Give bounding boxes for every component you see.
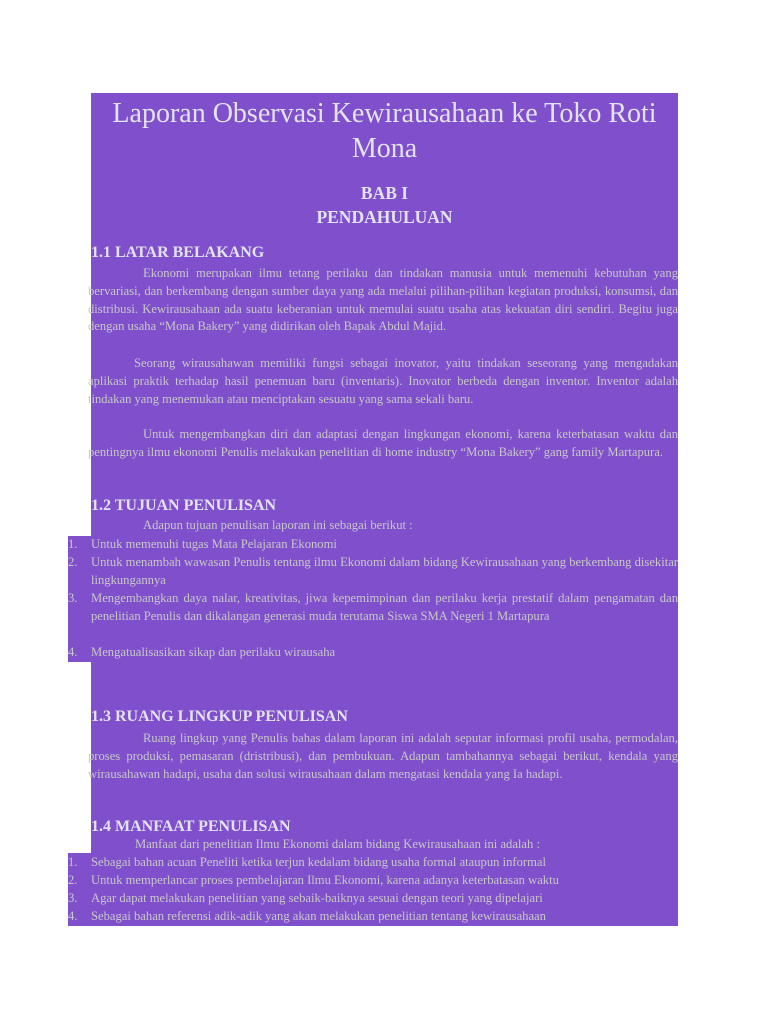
list-text: Mengatualisasikan sikap dan perilaku wirausaha (91, 645, 336, 659)
list-text: Sebagai bahan referensi adik-adik yang akan melakukan penelitian tentang kewirausahaan (91, 909, 546, 923)
document-title: Laporan Observasi Kewirausahaan ke Toko Roti Mona (112, 98, 657, 164)
paragraph: Ekonomi merupakan ilmu tetang perilaku dan tindakan manusia untuk memenuhi kebutuhan yang bervariasi, dan berkembang dengan sumber daya yang ada melalui pilihan-pilihan kegiatan produksi, konsumsi, dan distribusi. Kewirausahaan ada suatu keberanian untuk memulai suatu usaha atas kekuatan diri sendiri. Begitu juga dengan usaha “Mona Bakery” yang didirikan oleh Bapak Abdul Majid. (88, 266, 678, 334)
section-intro: Manfaat dari penelitian Ilmu Ekonomi dalam bidang Kewirausahaan ini adalah : (135, 837, 540, 851)
paragraph: Untuk mengembangkan diri dan adaptasi dengan lingkungan ekonomi, karena keterbatasan waktu dan pentingnya ilmu ekonomi Penulis melakukan penelitian di home industry “Mona Bakery” gang family Martapura. (88, 427, 678, 459)
list-item (68, 554, 678, 590)
section-heading: 1.4 MANFAAT PENULISAN (91, 818, 291, 835)
list-number: 4. (68, 645, 78, 659)
section-heading: 1.1 LATAR BELAKANG (91, 244, 265, 261)
list-number: 1. (68, 855, 78, 869)
list-item (68, 644, 678, 662)
paragraph: Ruang lingkup yang Penulis bahas dalam laporan ini adalah seputar informasi profil usaha, permodalan, proses produksi, pemasaran (dristribusi), dan pembukuan. Adapun tambahannya sebagai berikut, kendala yang wirausahawan hadapi, usaha dan solusi wirausahaan dalam mengatasi kendala yang Ia hadapi. (88, 731, 678, 781)
list-item (68, 908, 678, 926)
list-number: 2. (68, 555, 78, 569)
list-item (68, 872, 678, 890)
list-text: Untuk memperlancar proses pembelajaran Ilmu Ekonomi, karena adanya keterbatasan waktu (91, 873, 559, 887)
list-item (68, 536, 678, 554)
list-text: Untuk menambah wawasan Penulis tentang ilmu Ekonomi dalam bidang Kewirausahaan yang berkembang disekitar lingkungannya (91, 555, 678, 587)
list-number: 1. (68, 537, 78, 551)
section-intro: Adapun tujuan penulisan laporan ini sebagai berikut : (143, 518, 413, 532)
list-text: Agar dapat melakukan penelitian yang sebaik-baiknya sesuai dengan teori yang dipelajari (91, 891, 543, 905)
list-text: Mengembangkan daya nalar, kreativitas, jiwa kepemimpinan dan perilaku kerja prestatif dalam pengamatan dan penelitian Penulis dan dikalangan generasi muda terutama Siswa SMA Negeri 1 Martapura (91, 591, 678, 623)
list-item (68, 854, 678, 872)
list-item (68, 590, 678, 626)
paragraph: Seorang wirausahawan memiliki fungsi sebagai inovator, yaitu tindakan seseorang yang mengadakan aplikasi praktik terhadap hasil penemuan baru (inventaris). Inovator berbeda dengan inventor. Inventor adalah tindakan yang menemukan atau menciptakan sesuatu yang sama sekali baru. (88, 356, 678, 406)
list-number: 3. (68, 591, 78, 605)
chapter-label: BAB I (360, 183, 409, 203)
section-heading: 1.3 RUANG LINGKUP PENULISAN (91, 708, 348, 725)
list-text: Untuk memenuhi tugas Mata Pelajaran Ekonomi (91, 537, 337, 551)
list-number: 2. (68, 873, 78, 887)
section-heading: 1.2 TUJUAN PENULISAN (91, 497, 277, 514)
list-item (68, 890, 678, 908)
list-number: 4. (68, 909, 78, 923)
chapter-title: PENDAHULUAN (316, 207, 453, 227)
list-number: 3. (68, 891, 78, 905)
list-text: Sebagai bahan acuan Peneliti ketika terjun kedalam bidang usaha formal ataupun informal (91, 855, 546, 869)
